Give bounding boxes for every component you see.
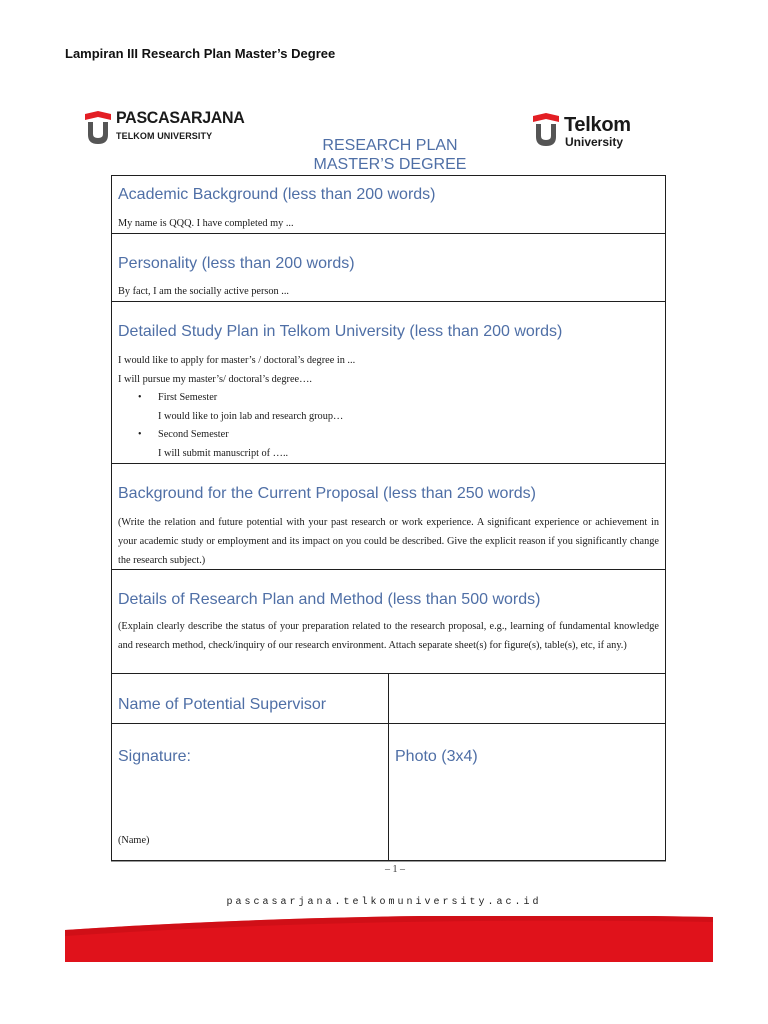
study-plan-heading: Detailed Study Plan in Telkom University (less than 200 words)	[118, 323, 563, 340]
bullet-icon: •	[138, 429, 142, 440]
personality-heading: Personality (less than 200 words)	[118, 255, 355, 272]
study-plan-line-2: I will pursue my master’s/ doctoral’s degree….	[118, 374, 312, 385]
telkom-emblem-icon	[84, 110, 112, 146]
photo-label: Photo (3x4)	[395, 748, 478, 765]
document-title	[260, 136, 520, 174]
title-line-2: MASTER’S DEGREE	[313, 156, 467, 173]
section-study-plan	[112, 302, 665, 464]
bullet-icon: •	[138, 392, 142, 403]
section-personality	[112, 234, 665, 302]
personality-text: By fact, I am the socially active person ...	[118, 286, 289, 297]
research-plan-form	[111, 175, 666, 861]
university-text: University	[565, 135, 624, 149]
telkom-university-text: TELKOM UNIVERSITY	[116, 131, 213, 141]
background-heading: Background for the Current Proposal (less than 250 words)	[118, 485, 536, 502]
telkom-university-logo	[532, 110, 652, 154]
telkom-emblem-icon	[532, 112, 560, 148]
page-label: Lampiran III Research Plan Master’s Degree	[65, 46, 336, 61]
study-plan-line-1: I would like to apply for master’s / doctoral’s degree in ...	[118, 355, 356, 366]
supervisor-label: Name of Potential Supervisor	[118, 696, 327, 713]
signature-name-placeholder: (Name)	[118, 835, 150, 846]
section-background-proposal	[112, 464, 665, 570]
second-semester-text: I will submit manuscript of …..	[158, 448, 289, 459]
telkom-text: Telkom	[564, 114, 631, 136]
section-research-method	[112, 570, 665, 674]
method-heading: Details of Research Plan and Method (less than 500 words)	[118, 591, 541, 608]
pascasarjana-logo	[84, 108, 245, 152]
method-text: (Explain clearly describe the status of your preparation related to the research proposal, e.g., learning of fundamental knowledge and research method, check/inquiry of our research environment. Attach separate sheet(s) for figure(s), table(s), etc, if any.)	[118, 621, 659, 651]
background-text: (Write the relation and future potential with your past research or work experience. A significant experience or achievement in your academic study or employment and its impact on you could be described. Give the explicit reason if you significantly change the research subject.)	[118, 517, 659, 566]
title-line-1: RESEARCH PLAN	[322, 137, 458, 154]
section-academic-background	[112, 176, 665, 234]
footer-url: pascasarjana.telkomuniversity.ac.id	[226, 897, 542, 908]
bullet-first-semester: First Semester	[158, 392, 218, 403]
academic-text: My name is QQQ. I have completed my ...	[118, 218, 294, 229]
column-divider	[388, 674, 389, 860]
pascasarjana-text: PASCASARJANA	[116, 109, 245, 128]
footer-red-banner	[65, 916, 713, 962]
bullet-second-semester: Second Semester	[158, 429, 229, 440]
first-semester-text: I would like to join lab and research group…	[158, 411, 344, 422]
page-divider	[111, 861, 666, 862]
page-number: – 1 –	[385, 864, 405, 875]
academic-heading: Academic Background (less than 200 words)	[118, 186, 436, 203]
signature-label: Signature:	[118, 748, 191, 765]
